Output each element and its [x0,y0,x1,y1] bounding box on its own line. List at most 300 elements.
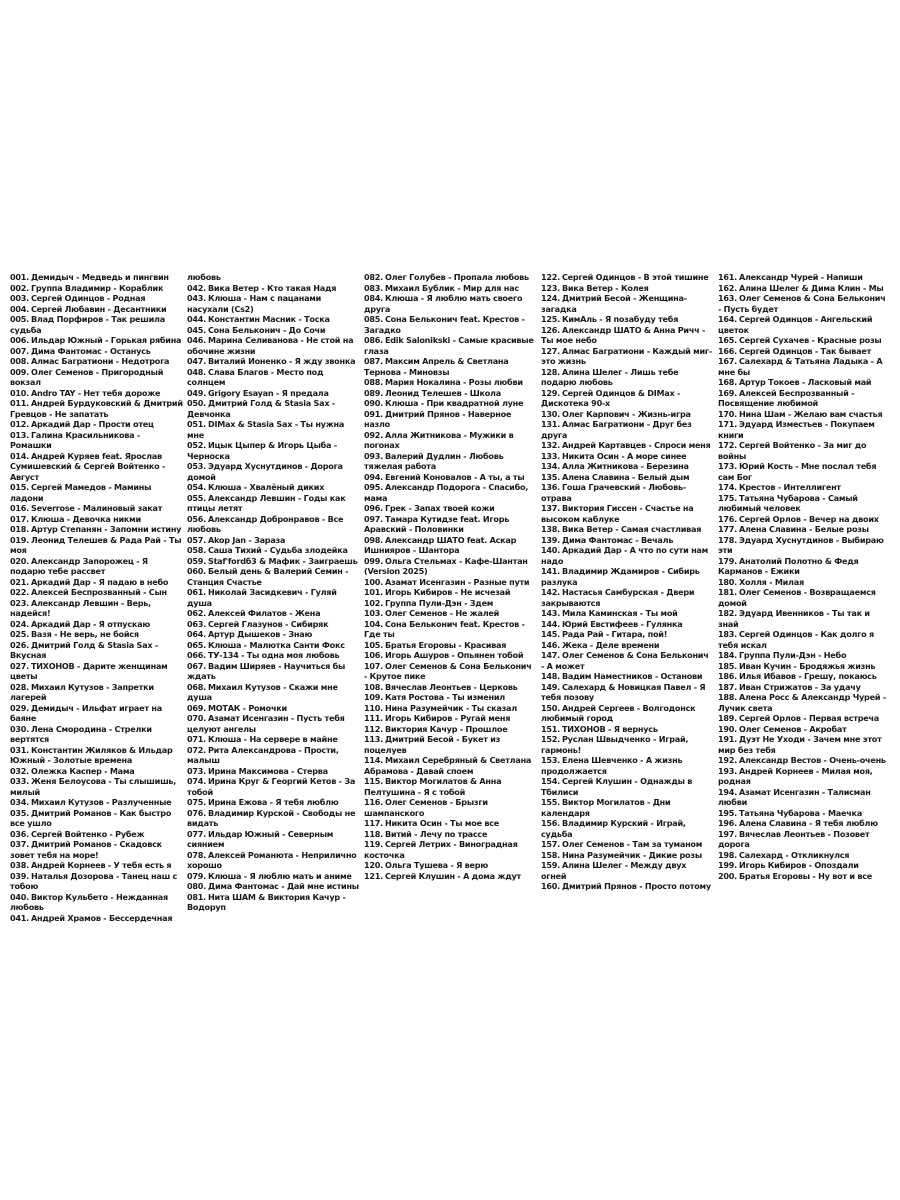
track-item [718,661,891,672]
track-item [718,314,891,335]
track-number: 199. [718,860,737,870]
track-number: 130. [541,408,560,419]
track-title: Андрей Корнеев - У тебя есть я [30,860,172,870]
track-title: Staf'fordб3 & Мафик - Заиграешь [207,555,358,566]
track-item [10,913,183,924]
track-item [364,514,537,535]
track-number: 104. [364,618,383,629]
track-number: 166. [718,345,737,356]
track-item [187,881,360,892]
track-title: ТИХОНОВ - Я вернусь [561,723,658,734]
track-title: Клюша - При квадратной луне [384,398,524,408]
track-item [718,650,891,661]
track-title: Нина Разумейчик - Дикие розы [561,849,702,860]
track-number: 080. [187,881,206,891]
track-title: Аркадий Дар - Я падаю в небо [30,576,169,587]
track-number: 076. [187,807,206,818]
track-title: Дмитрий Прянов - Просто потому [561,881,711,891]
track-title: Сергей Клушин - А дома ждут [384,870,521,881]
track-title: Женя Белоусова - Ты слышишь, милый [10,776,177,797]
track-title: Ирина Ежова - Я тебя люблю [207,797,339,807]
track-number: 116. [364,797,383,807]
track-item [718,587,891,608]
track-item [541,881,714,892]
track-title: Дмитрий Голд & Stasia Sax - Вкусная [10,639,158,660]
track-number: 032. [10,765,29,776]
track-number: 001. [10,272,29,282]
track-title: Евгений Коновалов - А ты, а ты [384,471,525,482]
track-item [10,335,183,346]
track-title: Олег Семенов - Пригородный вокзал [10,366,164,387]
track-number: 133. [541,450,560,461]
track-title: Николай Засидкевич - Гуляй душа [187,587,337,608]
track-title: Катя Ростова - Ты изменил [384,692,505,702]
track-number: 174. [718,482,737,492]
track-number: 151. [541,723,560,734]
track-number: 021. [10,576,29,587]
track-number: 095. [364,482,383,492]
track-item [718,713,891,724]
track-title: Вадим Ширяев - Научиться бы ждать [187,660,346,681]
track-number: 121. [364,870,383,881]
track-title: Аркадий Дар - Прости отец [30,419,154,429]
track-number: 178. [718,534,737,545]
track-item [364,398,537,409]
track-title: Татьяна Чубарова - Самый любимый человек [718,492,858,513]
track-item [718,671,891,682]
track-item [718,346,891,357]
track-item [364,619,537,640]
track-item [10,629,183,640]
track-title: Азамат Исенгазин - Разные пути [384,576,530,587]
track-item [364,503,537,514]
track-item [718,356,891,377]
track-title: Марина Селиванова - Не стой на обочине жизни [187,335,354,356]
track-item [718,577,891,588]
track-number: 112. [364,723,383,734]
track-number: 043. [187,293,206,303]
track-number: 176. [718,513,737,524]
track-number: 110. [364,702,383,713]
track-item [541,776,714,797]
track-item [10,503,183,514]
track-title: Алмас Багратиони - Друг без друга [541,419,692,440]
track-title: Тамара Кутидзе feat. Игорь Аравский - Половинки [364,513,510,534]
track-number: 169. [718,387,737,398]
track-title: Алла Житникова - Березина [561,461,689,471]
track-item [364,682,537,693]
track-title: Владимир Курской - Свободы не видать [187,807,356,828]
track-item [187,713,360,734]
track-number: 006. [10,335,29,345]
track-title: Михаил Кутузов - Скажи мне душа [187,681,338,702]
track-number: 156. [541,818,560,828]
track-number: 108. [364,681,383,692]
track-item [187,776,360,797]
track-number: 022. [10,587,29,597]
track-item [541,472,714,483]
track-item [364,377,537,388]
track-title: Дмитрий Романов - Скадовск зовет тебя на море! [10,839,162,860]
track-item [718,829,891,850]
track-title: Александр ШАТО feat. Аскар Ишнияров - Шантора [364,534,517,555]
track-title: Виктория Качур - Прошлое [384,723,508,734]
track-title: Сергей Летрих - Виноградная косточка [364,839,518,860]
track-item [541,293,714,314]
track-number: 027. [10,660,29,671]
track-title: Александр Добронравов - Все любовь [187,513,344,534]
track-item [718,608,891,629]
track-title: Александр Подорога - Спасибо, мама [364,482,529,503]
track-title: Никита Осин - А море синее [561,450,687,461]
track-title: Максим Апрель & Светлана Тернова - Миновзы [364,356,509,377]
track-number: 168. [718,377,737,387]
track-title: Дмитрий Бесой - Букет из поцелуев [364,734,501,755]
track-item [187,587,360,608]
track-title: Алексей Беспрозванный - Посвящение любимой [718,387,855,408]
track-title: Сергей Войтенко - За миг до войны [718,440,867,461]
track-title: Игорь Кибиров - Опоздали [738,860,859,870]
track-title: Иван Стрижатов - За удачу [738,681,861,692]
track-number: 018. [10,524,29,534]
track-item [187,734,360,745]
track-title: Олег Семенов - Не жалей [384,608,500,618]
track-number: 011. [10,398,29,408]
tracklist-sheet [10,272,892,934]
track-item [187,661,360,682]
track-title: Татьяна Чубарова - Маечка [738,807,862,818]
track-number: 053. [187,461,206,471]
track-number: 140. [541,545,560,555]
track-item [10,598,183,619]
track-item [541,314,714,325]
track-item [541,451,714,462]
track-item [718,283,891,294]
track-item [187,272,360,283]
track-item [187,682,360,703]
track-item [718,692,891,713]
track-item [718,493,891,514]
track-number: 137. [541,503,560,513]
track-item [187,545,360,556]
track-item [541,283,714,294]
track-number: 158. [541,849,560,860]
track-number: 069. [187,702,206,713]
track-title: Вячеслав Леонтьев - Церковь [384,681,518,692]
track-item [10,556,183,577]
track-title: Виктор Кульбето - Нежданная любовь [10,891,168,912]
track-item [541,440,714,451]
track-title: Мила Каминская - Ты мой [561,608,678,618]
track-title: Ицык Цыпер & Игорь Цыба - Черноска [187,440,337,461]
track-number: 194. [718,786,737,797]
track-item [718,808,891,819]
track-item [541,461,714,472]
track-item [10,839,183,860]
track-item [10,871,183,892]
track-number: 196. [718,818,737,828]
track-item [364,661,537,682]
track-item [718,524,891,535]
track-number: 093. [364,450,383,461]
track-item [187,356,360,367]
track-item [10,482,183,503]
track-item [10,587,183,598]
track-item [10,703,183,724]
track-item [718,682,891,693]
track-title: Алла Житникова - Мужики в погонах [364,429,514,450]
track-number: 179. [718,555,737,566]
track-item [187,419,360,440]
track-number: 081. [187,891,206,902]
track-number: 150. [541,702,560,713]
track-number: 077. [187,828,206,839]
track-item [541,566,714,587]
track-title: Братья Егоровы - Красивая [384,639,507,650]
track-number: 147. [541,650,560,660]
track-item [10,661,183,682]
track-title: Салехард & Татьяна Ладыка - А мне бы [718,356,883,377]
track-title: Олег Семенов & Сона Бельконич - Крутое пике [364,660,532,681]
track-title: Сергей Клушин - Однажды в Тбилиси [541,776,693,797]
track-number: 141. [541,566,560,576]
track-item [718,409,891,420]
track-title: Алмас Багратиони - Каждый миг-это жизнь [541,345,713,366]
track-number: 159. [541,860,560,870]
track-title: Олег Семенов & Сона Бельконич - А может [541,650,709,671]
track-number: 023. [10,597,29,608]
track-number: 050. [187,398,206,408]
track-title: Ирина Максимова - Стерва [207,765,328,776]
track-number: 085. [364,314,383,324]
track-number: 148. [541,671,560,681]
track-item [718,787,891,808]
track-title: Сергей Глазунов - Сибиряк [207,618,329,629]
track-item [718,860,891,871]
track-item [10,577,183,588]
track-item [364,388,537,399]
track-number: 120. [364,860,383,870]
track-number: 054. [187,482,206,492]
track-item [364,472,537,483]
track-title: Александр Вестов - Очень-очень [738,755,886,765]
track-title: Андрей Корнеев - Милая моя, родная [718,765,873,786]
track-item [10,272,183,283]
track-title: Клюша - На сервере в майне [207,734,338,744]
track-title: Аркадий Дар - А что по сути нам надо [541,545,709,566]
track-number: 181. [718,587,737,597]
track-title: Severrose - Малиновый закат [30,503,163,513]
track-title: Гоша Грачевский - Любовь-отрава [541,482,686,503]
track-title: Andro TAY - Нет тебя дороже [30,387,161,398]
track-number: 128. [541,366,560,377]
track-number: 182. [718,608,737,618]
track-item [718,766,891,787]
track-number: 160. [541,881,560,891]
track-item [541,409,714,420]
track-title: Никита Осин - Ты мое все [384,818,500,828]
track-title: Дима Фантомас - Вечаль [561,534,674,545]
track-title: Игорь Кибиров - Не исчезай [384,587,511,597]
track-number: 009. [10,366,29,377]
track-title: Алина Шелег - Лишь тебе подарю любовь [541,366,679,387]
track-item [364,724,537,735]
track-number: 189. [718,713,737,723]
track-item [187,629,360,640]
track-item [541,419,714,440]
track-title: Сергей Одинцов - Ангельский цветок [718,314,873,335]
track-item [10,430,183,451]
track-title: Алина Шелег - Между двух огней [541,860,687,881]
track-number: 028. [10,681,29,692]
track-number: 087. [364,356,383,366]
track-title: Эдуард Изместьев - Покупаем книги [718,419,875,440]
track-item [718,419,891,440]
track-number: 096. [364,503,383,513]
track-title: Демидыч - Ильфат играет на баяне [10,702,162,723]
track-item [718,850,891,861]
track-title: Akop Jan - Зараза [207,534,286,545]
track-item [364,482,537,503]
track-item [187,829,360,850]
track-title: Рада Рай - Гитара, пой! [561,629,668,639]
track-title: Валерий Дудлин - Любовь тяжелая работа [364,450,504,471]
track-title: Олежка Каспер - Мама [30,765,135,776]
track-number: 052. [187,440,206,450]
track-title: Дима Фантомас - Останусь [30,345,151,356]
track-item [541,650,714,671]
track-number: 102. [364,597,383,608]
track-number: 015. [10,482,29,492]
track-item [364,829,537,840]
track-number: 113. [364,734,383,744]
track-number: 088. [364,377,383,387]
track-item [541,724,714,735]
track-item [187,398,360,419]
track-number: 045. [187,324,206,335]
track-number: 106. [364,650,383,660]
track-title: Алена Славина - Я тебя люблю [738,818,878,828]
track-item [364,860,537,871]
track-number: 008. [10,356,29,366]
track-column-1 [10,272,183,934]
track-item [187,314,360,325]
track-number: 185. [718,660,737,671]
track-item [10,451,183,483]
track-number: 049. [187,387,206,398]
track-number: 172. [718,440,737,450]
track-title: Грек - Запах твоей кожи [384,503,495,513]
track-item [541,682,714,703]
track-number: 068. [187,681,206,692]
track-number: 010. [10,387,29,398]
track-number: 105. [364,639,383,650]
track-number: 152. [541,734,560,744]
track-number: 103. [364,608,383,618]
track-item [541,388,714,409]
track-item [718,871,891,882]
track-item [187,808,360,829]
track-title: DIMax & Stasia Sax - Ты нужна мне [187,419,345,440]
track-number: 066. [187,650,206,660]
track-item [364,587,537,598]
track-number: 123. [541,282,560,293]
track-title: Нина Разумейчик - Ты сказал [384,702,517,713]
track-title: Аркадий Дар - Я отпускаю [30,618,150,629]
track-number: 198. [718,849,737,860]
track-item [10,829,183,840]
track-item [364,692,537,703]
track-title: Нита ШАМ & Виктория Качур - Водоруп [187,891,346,912]
track-number: 114. [364,755,383,765]
track-item [364,283,537,294]
track-item [187,745,360,766]
track-item [10,346,183,357]
track-item [541,850,714,861]
track-title: Клюша - Нам с пацанами насухали (Cs2) [187,293,322,314]
track-number: 173. [718,461,737,471]
track-number: 119. [364,839,383,849]
track-item [718,482,891,493]
track-title: Виктор Могилатов - Дни календаря [541,797,671,818]
track-item [541,703,714,724]
track-title: Леонид Телешев - Школа [384,387,501,398]
track-item [187,703,360,714]
track-title: Grigory Esayan - Я предала [207,387,329,398]
track-item [718,629,891,650]
track-number: 144. [541,618,560,629]
track-title: Группа Владимир - Кораблик [30,282,164,293]
track-item [541,346,714,367]
track-title: Алексей Беспрозванный - Сын [30,587,167,597]
track-title: Эдуард Ивенников - Ты так и знай [718,608,870,629]
track-number: 002. [10,282,29,293]
track-title: Олег Семенов & Сона Бельконич - Пусть будет [718,293,886,314]
track-title: Игорь Ашуров - Опьянен тобой [384,650,524,660]
track-item [541,608,714,619]
track-item [364,776,537,797]
track-number: 193. [718,765,737,776]
track-title: любовь [187,272,221,282]
track-item [364,356,537,377]
track-title: Вадим Наместников - Останови [561,671,703,681]
track-number: 073. [187,765,206,776]
track-number: 184. [718,650,737,660]
track-title: Андрей Сергеев - Волгодонск любимый город [541,702,696,723]
track-number: 094. [364,471,383,482]
track-number: 020. [10,555,29,566]
track-number: 101. [364,587,383,597]
track-title: Вячеслав Леонтьев - Позовет дорога [718,828,870,849]
track-number: 126. [541,324,560,335]
track-item [187,325,360,336]
track-number: 037. [10,839,29,849]
track-number: 183. [718,629,737,639]
track-item [718,335,891,346]
track-item [10,304,183,315]
track-title: Андрей Картавцев - Спроси меня [561,440,711,450]
track-number: 091. [364,408,383,419]
track-item [718,388,891,409]
track-number: 034. [10,797,29,807]
track-title: Сергей Войтенко - Рубеж [30,828,145,839]
track-column-4 [541,272,714,934]
track-number: 031. [10,744,29,755]
track-title: Анатолий Полотно & Федя Карманов - Ежики [718,555,859,576]
track-item [541,734,714,755]
track-title: Александр Левшин - Годы как птицы летят [187,492,346,513]
track-number: 030. [10,723,29,734]
